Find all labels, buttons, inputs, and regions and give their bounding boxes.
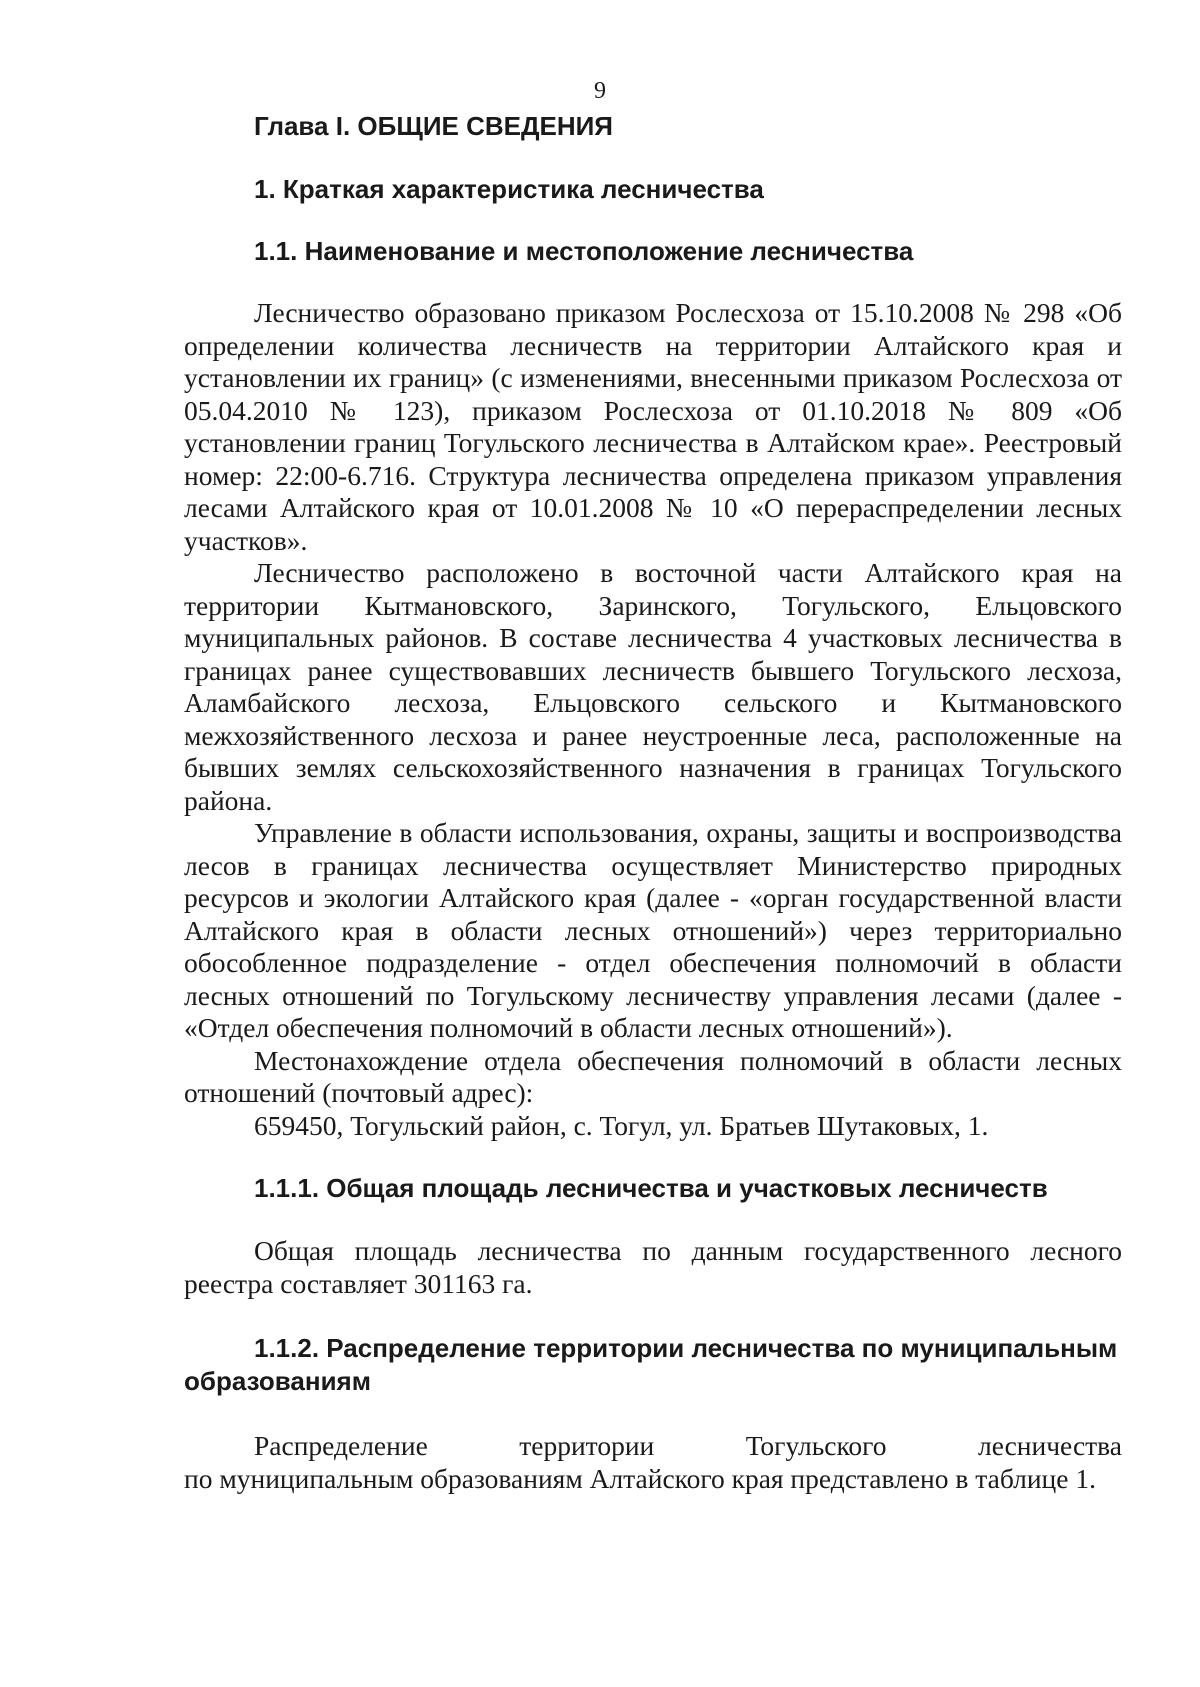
paragraph-management: Управление в области использования, охраны, защиты и воспроизводства лесов в границах лесничества осуществляет Министерство природных ресурсов и экологии Алтайского края (далее - «орган государственной власти Алтайского края в области лесных отношений») через территориально обособленное подразделение - отдел обеспечения полномочий в области лесных отношений по Тогульскому лесничеству управления лесами (далее - «Отдел обеспечения полномочий в области лесных отношений»).	[184, 817, 1122, 1043]
paragraph-distribution-line-2: по муниципальным образованиям Алтайского края представлено в таблице 1.	[184, 1462, 1096, 1494]
paragraph-distribution	[184, 1430, 1122, 1495]
paragraph-office-location: Местонахождение отдела обеспечения полномочий в области лесных отношений (почтовый адрес):	[184, 1044, 1122, 1108]
paragraph-total-area: Общая площадь лесничества по данным государственного лесного реестра составляет 301163 га.	[184, 1235, 1122, 1299]
paragraph-postal-address: 659450, Тогульский район, с. Тогул, ул. Братьев Шутаковых, 1.	[254, 1109, 989, 1141]
section-1-heading: 1. Краткая характеристика лесничества	[254, 174, 764, 204]
section-1-1-heading: 1.1. Наименование и местоположение лесничества	[254, 236, 914, 266]
paragraph-location: Лесничество расположено в восточной части Алтайского края на территории Кытмановского, Заринского, Тогульского, Ельцовского муниципальных районов. В составе лесничества 4 участковых лесничества в границах ранее существовавших лесничеств бывшего Тогульского лесхоза, Аламбайского лесхоза, Ельцовского сельского и Кытмановского межхозяйственного лесхоза и ранее неустроенные леса, расположенные на бывших землях сельскохозяйственного назначения в границах Тогульского района.	[184, 557, 1122, 816]
chapter-heading: Глава I. ОБЩИЕ СВЕДЕНИЯ	[254, 111, 613, 141]
section-1-1-1-heading: 1.1.1. Общая площадь лесничества и участковых лесничеств	[254, 1173, 1048, 1203]
paragraph-distribution-line-1: Распределение территории Тогульского лесничества	[254, 1430, 1122, 1461]
page-number: 9	[594, 78, 606, 104]
page-content	[184, 110, 1122, 1495]
paragraph-establishment: Лесничество образовано приказом Рослесхоза от 15.10.2008 № 298 «Об определении количества лесничеств на территории Алтайского края и установлении их границ» (с изменениями, внесенными приказом Рослесхоза от 05.04.2010 № 123), приказом Рослесхоза от 01.10.2018 № 809 «Об установлении границ Тогульского лесничества в Алтайском крае». Реестровый номер: 22:00-6.716. Структура лесничества определена приказом управления лесами Алтайского края от 10.01.2008 № 10 «О перераспределении лесных участков».	[184, 297, 1122, 556]
section-1-1-2-heading: 1.1.2. Распределение территории лесничества по муниципальным образованиям	[184, 1333, 1118, 1396]
